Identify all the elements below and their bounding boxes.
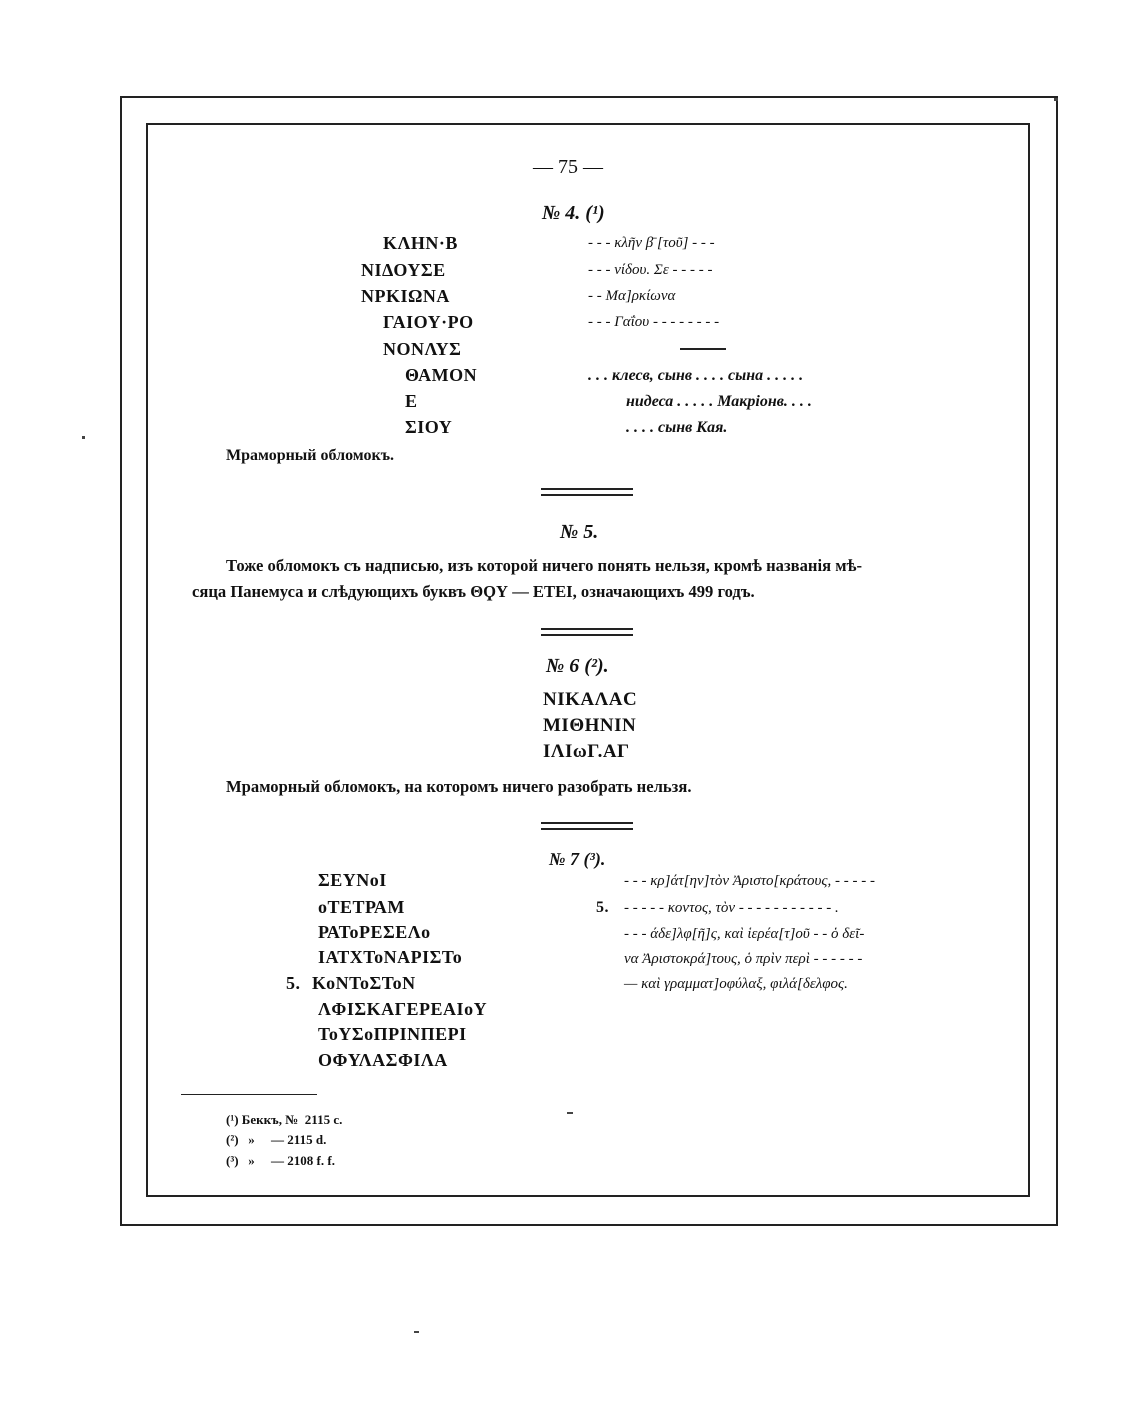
section-7-heading: № 7 (³). bbox=[549, 849, 606, 869]
section-divider bbox=[541, 488, 633, 496]
section-5-heading: № 5. bbox=[560, 521, 599, 543]
reading-line: - - - κλῆν β̄ [τοῦ] - - - bbox=[588, 235, 715, 251]
reading-line: - - - - - κοντος, τὸν - - - - - - - - - - - . bbox=[624, 900, 839, 916]
reading-line: - - - άδε]λφ[ῆ]ς, καὶ ἱερέα[τ]οῦ - - ὁ δεῖ- bbox=[624, 926, 865, 942]
scan-speck bbox=[567, 1112, 573, 1114]
reading-line: - - - νίδου. Σε - - - - - bbox=[588, 262, 713, 278]
scan-speck bbox=[82, 436, 85, 439]
reading-line: - - - κρ]άτ[ην]τὸν Ἀριστο[κράτους, - - - - - bbox=[624, 873, 875, 889]
greek-line: ΘΑΜΟΝ bbox=[405, 365, 478, 385]
greek-line: ΓΑΙΟΥ·ΡΟ bbox=[383, 312, 474, 332]
greek-line: ΟΦΥΛΑΣΦΙΛΑ bbox=[318, 1050, 448, 1070]
greek-line: ΚΛΗΝ·Β bbox=[383, 233, 458, 253]
reading-line: — καὶ γραμματ]οφύλαξ, φιλά[δελφος. bbox=[624, 976, 848, 992]
section-5-text-line: сяца Панемуса и слѣдующихъ буквъ ΘϘΥ — ΕΤΕΙ, означающихъ 499 годъ. bbox=[192, 582, 755, 601]
scan-speck bbox=[414, 1331, 419, 1333]
greek-line: ΡΑΤοΡΕΣΕΛο bbox=[318, 922, 431, 942]
greek-line: ΝΟΝΛΥΣ bbox=[383, 339, 462, 359]
footnote-rule bbox=[181, 1094, 317, 1095]
scan-speck bbox=[1054, 98, 1058, 101]
section-6-heading: № 6 (²). bbox=[546, 655, 609, 677]
section-5-text-line: Тоже обломокъ съ надписью, изъ которой ничего понять нельзя, кромѣ названія мѣ- bbox=[226, 556, 862, 575]
section-4-heading: № 4. (¹) bbox=[542, 202, 605, 224]
greek-line: ΣΙΟΥ bbox=[405, 417, 453, 437]
line-number: 5. bbox=[286, 973, 301, 993]
greek-line: ΣΕΥΝοΙ bbox=[318, 870, 387, 890]
greek-line: ΙΑΤΧΤοΝΑΡΙΣΤο bbox=[318, 947, 463, 967]
section-6-caption: Мраморный обломокъ, на которомъ ничего разобрать нельзя. bbox=[226, 777, 692, 796]
greek-line: ΤοΥΣοΠΡΙΝΠΕΡΙ bbox=[318, 1024, 467, 1044]
greek-line: ΜΙΘΗΝΙΝ bbox=[543, 715, 637, 736]
page-number: — 75 — bbox=[533, 156, 603, 178]
greek-line: ΝΙΔΟΥΣΕ bbox=[361, 260, 446, 280]
section-4-caption: Мраморный обломокъ. bbox=[226, 447, 395, 464]
line-number: 5. bbox=[596, 899, 609, 916]
footnote: (³) » — 2108 f. f. bbox=[226, 1153, 335, 1168]
section-divider bbox=[541, 822, 633, 830]
greek-line: ΚοΝΤοΣΤοΝ bbox=[312, 973, 416, 993]
greek-line: ΛΦΙΣΚΑΓΕΡΕΑΙοΥ bbox=[318, 999, 488, 1019]
greek-line: οΤΕΤΡΑΜ bbox=[318, 897, 405, 917]
reading-line: . . . . сынв Кая. bbox=[626, 419, 728, 436]
reading-line: να Ἀριστοκρά]τους, ὁ πρὶν περὶ - - - - - - bbox=[624, 951, 863, 967]
section-divider bbox=[541, 628, 633, 636]
greek-line: ΝΙΚΑΛΑC bbox=[543, 689, 638, 710]
greek-line: ΝΡΚΙΩΝΑ bbox=[361, 286, 450, 306]
reading-line: нидеса . . . . . Макріонв. . . . bbox=[626, 393, 812, 410]
reading-line: - - Μα]ρκίωνα bbox=[588, 288, 676, 304]
footnote: (¹) Беккъ, № 2115 с. bbox=[226, 1112, 343, 1127]
greek-line: ΙΛΙωΓ.ΑΓ bbox=[543, 741, 630, 762]
footnote: (²) » — 2115 d. bbox=[226, 1132, 327, 1147]
greek-line: Ε bbox=[405, 391, 418, 411]
reading-dash-rule bbox=[680, 348, 726, 350]
reading-line: . . . клесв, сынв . . . . сына . . . . . bbox=[588, 367, 804, 384]
reading-line: - - - Γαΐου - - - - - - - - bbox=[588, 314, 720, 330]
